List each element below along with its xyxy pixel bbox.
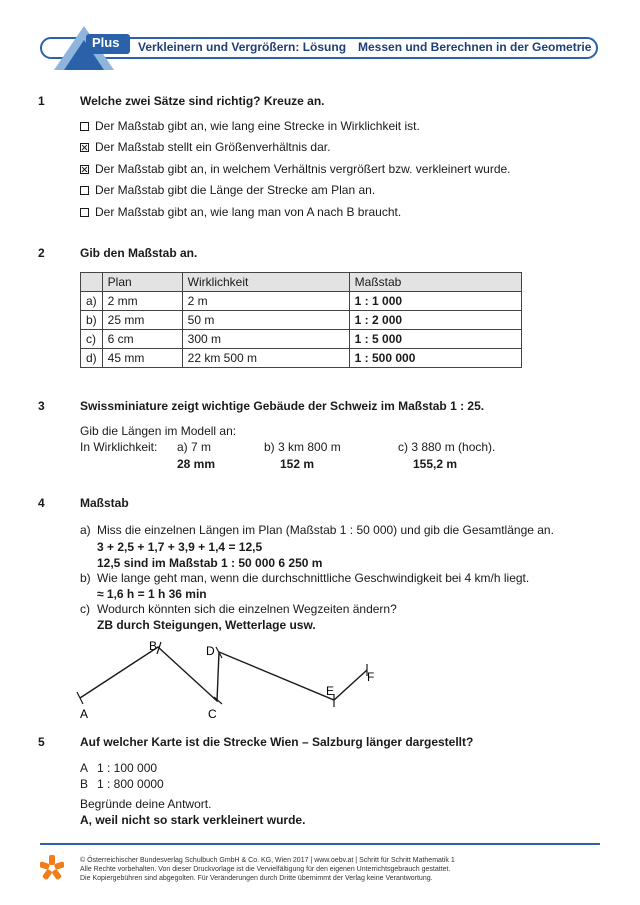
task-4a-text: Miss die einzelnen Längen im Plan (Maßstab 1 : 50 000) und gib die Gesamtlänge an.	[97, 523, 554, 537]
task-3-number: 3	[38, 399, 45, 413]
task-3-item-b: b) 3 km 800 m	[264, 440, 341, 454]
option-text: Der Maßstab gibt an, wie lang eine Strecke in Wirklichkeit ist.	[95, 119, 420, 133]
scale-table	[80, 272, 522, 368]
task-3-question: Swissminiature zeigt wichtige Gebäude der Schweiz im Maßstab 1 : 25.	[80, 399, 485, 413]
header-cell: Maßstab	[349, 273, 521, 292]
option-4[interactable]	[80, 183, 375, 197]
point-label-c: C	[208, 707, 217, 721]
row-label: b)	[81, 311, 103, 330]
footer-divider	[40, 843, 600, 845]
footer-copyright: © Österreichischer Bundesverlag Schulbuch GmbH & Co. KG, Wien 2017 | www.oebv.at | Schritt für Schritt Mathematik 1	[80, 857, 455, 864]
table-row	[81, 311, 522, 330]
cell-scale: 1 : 500 000	[349, 349, 521, 368]
task-5-number: 5	[38, 735, 45, 749]
cell-real: 2 m	[182, 292, 349, 311]
checkbox[interactable]	[80, 122, 89, 131]
task-4a-answer-2: 12,5 sind im Maßstab 1 : 50 000 6 250 m	[97, 556, 323, 570]
table-row	[81, 292, 522, 311]
task-4b-label: b)	[80, 571, 91, 585]
task-4c-answer: ZB durch Steigungen, Wetterlage usw.	[97, 618, 316, 632]
task-3-answer-a: 28 mm	[177, 457, 216, 471]
option-3[interactable]	[80, 162, 511, 176]
row-label: c)	[81, 330, 103, 349]
task-5-prompt: Begründe deine Antwort.	[80, 797, 212, 811]
checkbox-checked[interactable]	[80, 165, 89, 174]
task-4a-label: a)	[80, 523, 91, 537]
task-5-answer: A, weil nicht so stark verkleinert wurde.	[80, 813, 306, 827]
route-diagram	[0, 630, 640, 725]
cell-plan: 2 mm	[102, 292, 182, 311]
task-4-number: 4	[38, 496, 45, 510]
task-4b-answer: ≈ 1,6 h = 1 h 36 min	[97, 587, 207, 601]
task-2-question: Gib den Maßstab an.	[80, 246, 198, 260]
task-5-option-a-letter: A	[80, 761, 89, 775]
task-3-item-c: c) 3 880 m (hoch).	[398, 440, 496, 454]
cell-plan: 45 mm	[102, 349, 182, 368]
checkbox[interactable]	[80, 186, 89, 195]
footer-rights: Alle Rechte vorbehalten. Von dieser Druckvorlage ist die Vervielfältigung für den eigenen Unterrichtsgebrauch gestattet.	[80, 866, 451, 873]
cell-plan: 6 cm	[102, 330, 182, 349]
cell-scale: 1 : 5 000	[349, 330, 521, 349]
row-label: a)	[81, 292, 103, 311]
task-5-option-b-letter: B	[80, 777, 89, 791]
option-text: Der Maßstab gibt an, in welchem Verhältnis vergrößert bzw. verkleinert wurde.	[95, 162, 511, 176]
task-5-option-a: 1 : 100 000	[97, 761, 158, 775]
header-cell: Plan	[102, 273, 182, 292]
route-path	[80, 647, 367, 701]
cell-scale: 1 : 1 000	[349, 292, 521, 311]
point-label-a: A	[80, 707, 89, 721]
task-4c-text: Wodurch könnten sich die einzelnen Wegzeiten ändern?	[97, 602, 397, 616]
header-cell: Wirklichkeit	[182, 273, 349, 292]
point-label-b: B	[149, 639, 158, 653]
task-3-answer-b: 152 m	[280, 457, 315, 471]
task-4b-text: Wie lange geht man, wenn die durchschnittliche Geschwindigkeit bei 4 km/h liegt.	[97, 571, 530, 585]
header-cell	[81, 273, 103, 292]
cell-scale: 1 : 2 000	[349, 311, 521, 330]
task-4c-label: c)	[80, 602, 90, 616]
point-label-d: D	[206, 644, 215, 658]
tick-c	[214, 697, 222, 704]
asterisk-logo-icon	[40, 854, 64, 882]
point-label-e: E	[326, 684, 335, 698]
footer-disclaimer: Die Kopiergebühren sind abgegolten. Für Veränderungen durch Dritte übernimmt der Verlag keine Verantwortung.	[80, 875, 433, 882]
option-text: Der Maßstab gibt an, wie lang man von A nach B braucht.	[95, 205, 402, 219]
point-label-f: F	[367, 670, 375, 684]
task-1-number: 1	[38, 94, 45, 108]
task-2-number: 2	[38, 246, 45, 260]
option-text: Der Maßstab stellt ein Größenverhältnis dar.	[95, 140, 331, 154]
row-label: d)	[81, 349, 103, 368]
task-3-prefix: In Wirklichkeit:	[80, 440, 158, 454]
task-3-item-a: a) 7 m	[177, 440, 212, 454]
table-row	[81, 349, 522, 368]
header-title: Verkleinern und Vergrößern: Lösung	[138, 40, 347, 54]
checkbox-checked[interactable]	[80, 143, 89, 152]
option-1[interactable]	[80, 119, 420, 133]
logo-plus-text: Plus	[92, 35, 120, 50]
cell-plan: 25 mm	[102, 311, 182, 330]
checkbox[interactable]	[80, 208, 89, 217]
task-5-option-b: 1 : 800 0000	[97, 777, 164, 791]
task-5-question: Auf welcher Karte ist die Strecke Wien – Salzburg länger dargestellt?	[80, 735, 474, 749]
option-2[interactable]	[80, 140, 330, 154]
cell-real: 22 km 500 m	[182, 349, 349, 368]
cell-real: 50 m	[182, 311, 349, 330]
option-text: Der Maßstab gibt die Länge der Strecke am Plan an.	[95, 183, 376, 197]
task-1-question: Welche zwei Sätze sind richtig? Kreuze an.	[80, 94, 325, 108]
option-5[interactable]	[80, 205, 401, 219]
task-4a-answer-1: 3 + 2,5 + 1,7 + 3,9 + 1,4 = 12,5	[97, 540, 263, 554]
header-subject: Messen und Berechnen in der Geometrie	[358, 40, 592, 54]
task-4-question: Maßstab	[80, 496, 129, 510]
tick-a	[77, 692, 83, 704]
task-3-answer-c: 155,2 m	[413, 457, 458, 471]
table-row	[81, 330, 522, 349]
table-header-row	[81, 273, 522, 292]
cell-real: 300 m	[182, 330, 349, 349]
task-3-intro: Gib die Längen im Modell an:	[80, 424, 237, 438]
